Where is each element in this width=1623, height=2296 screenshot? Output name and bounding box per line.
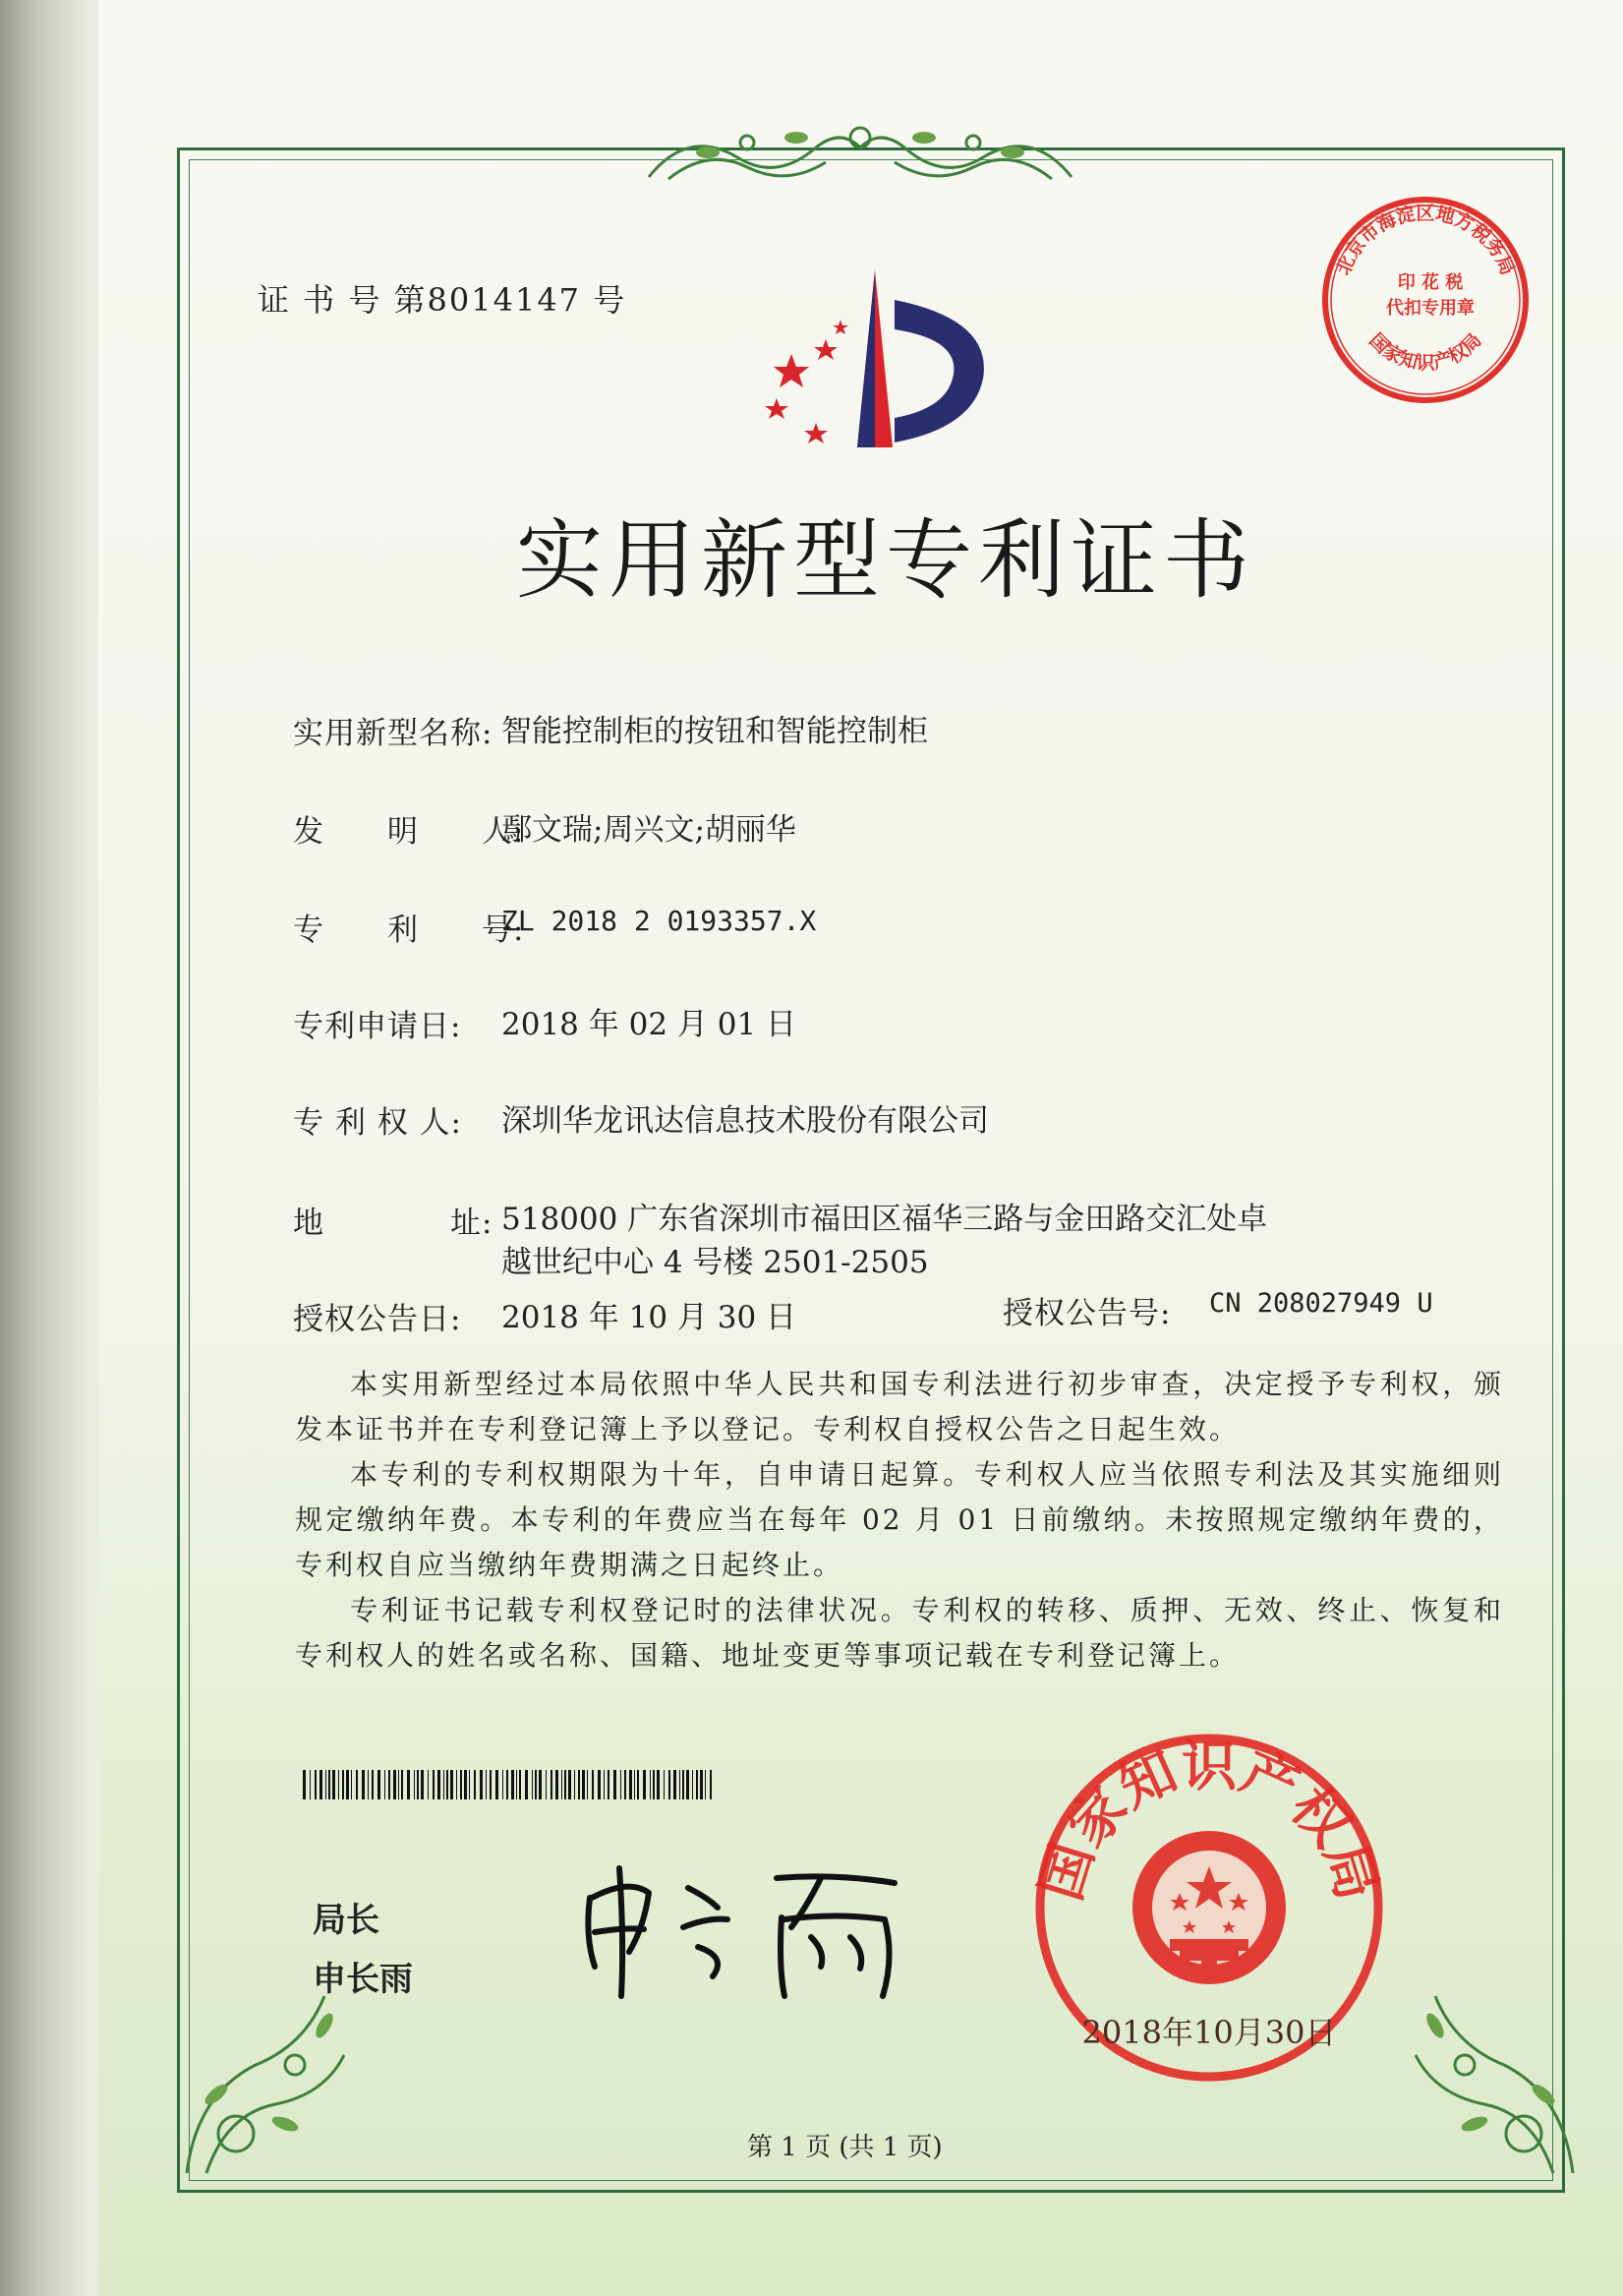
top-ornament: [629, 108, 1091, 197]
certificate-body-text: [295, 1362, 1504, 1678]
certificate-title: 实用新型专利证书: [516, 509, 1256, 611]
filing-date-label: 专利申请日:: [293, 1009, 462, 1044]
body-paragraph-3: 专利证书记载专利权登记时的法律状况。专利权的转移、质押、无效、终止、恢复和专利权人的姓名或名称、国籍、地址变更等事项记载在专利登记簿上。: [295, 1594, 1504, 1672]
address-label: 地 址:: [293, 1206, 493, 1241]
grant-number-label: 授权公告号:: [1003, 1296, 1172, 1331]
tax-stamp-outer-text: 北京市海淀区地方税务局: [1332, 203, 1519, 279]
inventor-label: 发 明 人:: [293, 814, 525, 850]
tax-stamp-center-line2: 代扣专用章: [1386, 298, 1475, 319]
utility-model-name-label: 实用新型名称:: [293, 716, 493, 751]
patentee-label: 专 利 权 人:: [293, 1105, 463, 1141]
filing-date-value: 2018 年 02 月 01 日: [501, 1007, 797, 1042]
utility-model-name-value: 智能控制柜的按钮和智能控制柜: [501, 714, 928, 749]
patent-office-logo-icon: [747, 261, 1003, 457]
svg-text:国家知识产权局: [1364, 329, 1485, 374]
address-line-2: 越世纪中心 4 号楼 2501-2505: [501, 1245, 929, 1280]
office-seal-arc-text: 国家知识产权局: [1027, 1734, 1391, 1908]
grant-date-value: 2018 年 10 月 30 日: [501, 1300, 797, 1335]
office-seal: [1027, 1731, 1391, 2085]
tax-stamp-center-line1: 印 花 税: [1397, 272, 1464, 293]
certificate-number: 证 书 号 第8014147 号: [258, 281, 627, 319]
svg-text:北京市海淀区地方税务局: [1332, 202, 1518, 278]
national-emblem-icon: [1132, 1831, 1286, 1984]
grant-number-value: CN 208027949 U: [1209, 1288, 1433, 1319]
tax-stamp: [1317, 192, 1534, 408]
director-signature: [570, 1858, 924, 2006]
director-name: 申长雨: [313, 1960, 413, 1999]
inventor-value: 鄢文瑞;周兴文;胡丽华: [501, 812, 796, 848]
patent-number-label: 专 利 号:: [293, 913, 525, 948]
bottom-right-ornament: [1386, 1947, 1583, 2183]
body-paragraph-1: 本实用新型经过本局依照中华人民共和国专利法进行初步审查，决定授予专利权，颁发本证书并在专利登记簿上予以登记。专利权自授权公告之日起生效。: [295, 1368, 1504, 1445]
office-seal-date: 2018年10月30日: [1081, 2014, 1337, 2051]
barcode: [303, 1770, 716, 1799]
body-paragraph-2: 本专利的专利权期限为十年，自申请日起算。专利权人应当依照专利法及其实施细则规定缴纳年费。本专利的年费应当在每年 02 月 01 日前缴纳。未按照规定缴纳年费的，专利权自应当缴纳年费期满之日起终止。: [295, 1458, 1504, 1581]
page-footer: 第 1 页 (共 1 页): [747, 2133, 943, 2162]
patent-number-value: ZL 2018 2 0193357.X: [501, 905, 817, 937]
tax-stamp-bottom-text: 国家知识产权局: [1364, 328, 1486, 375]
address-line-1: 518000 广东省深圳市福田区福华三路与金田路交汇处卓: [501, 1202, 1268, 1237]
director-title: 局长: [313, 1901, 379, 1940]
patentee-value: 深圳华龙讯达信息技术股份有限公司: [501, 1103, 989, 1139]
grant-date-label: 授权公告日:: [293, 1302, 462, 1337]
